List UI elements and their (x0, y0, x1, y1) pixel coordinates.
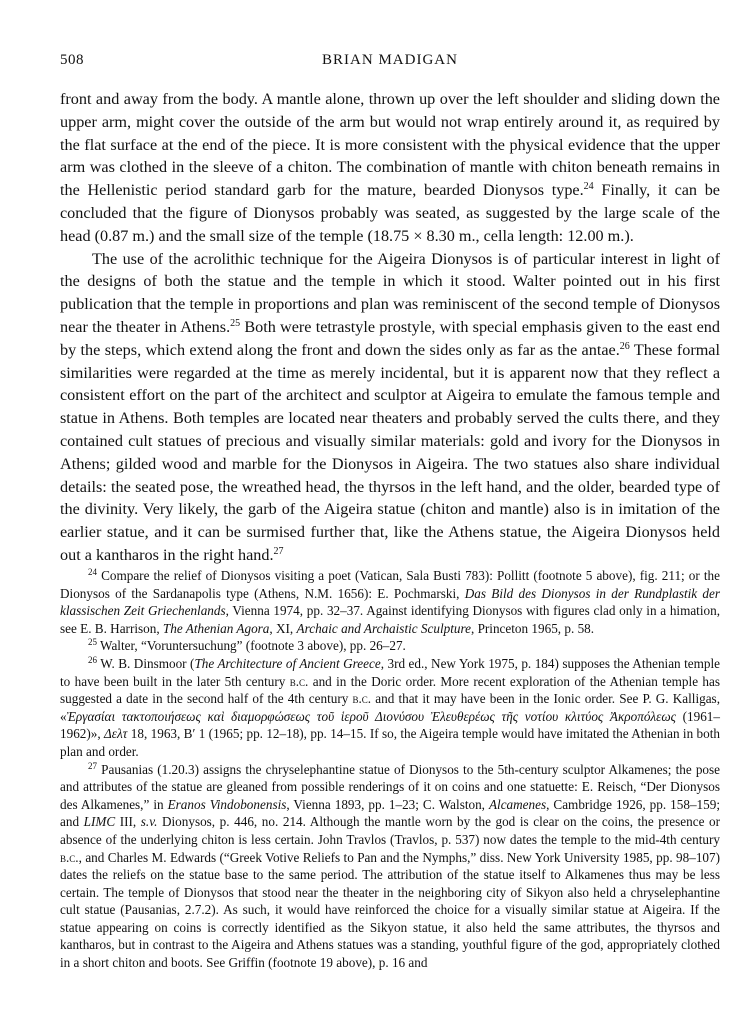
footnote-26: $^{26}$ W. B. Dinsmoor (The Architecture of Ancient Greece, 3rd ed., New York 1975, p. 184) supposes the Athenian temple to have been built in the later 5th century b.c. and in the Doric order. More recent exploration of the Athenian temple has suggested a date in the second half of the 4th century b.c. and that it may have been in the Ionic order. See P. G. Kalligas, «Ἐργασίαι τακτοποιήσεως καὶ διαμορφώσεως τοῦ ἱεροῦ Διονύσου Ἐλευθερέως τῆς νοτίου κλιτύος Ἀκροπόλεως (1961–1962)», Δελτ 18, 1963, B′ 1 (1965; pp. 12–18), pp. 14–15. If so, the Aigeira temple would have imitated the Athenian in both plan and order. (60, 654, 721, 759)
main-text (60, 88, 720, 567)
running-head-author: BRIAN MADIGAN (322, 52, 458, 68)
footnote-ref[interactable]: 26 (619, 340, 630, 352)
paragraph: front and away from the body. A mantle alone, thrown up over the left shoulder and sliding down the upper arm, might cover the outside of the arm but would not wrap entirely around it, as required by the flat surface at the end of the piece. It is more consistent with the physical evidence that the upper arm was clothed in the sleeve of a chiton. The combination of mantle with chiton beneath remains in the Hellenistic period standard garb for the mature, bearded Dionysos type.$^{24}$ Finally, it can be concluded that the figure of Dionysos probably was seated, as suggested by the large scale of the head (0.87 m.) and the small size of the temple (18.75 × 8.30 m., cella length: 12.00 m.). (60, 90, 720, 245)
footnote-27: $^{27}$ Pausanias (1.20.3) assigns the chryselephantine statue of Dionysos to the 5th-century sculptor Alkamenes; the pose and attributes of the statue are gleaned from possible renderings of it on coins and one statuette: E. Reisch, “Der Dionysos des Alkamenes,” in Eranos Vindobonensis, Vienna 1893, pp. 1–23; C. Walston, Alcamenes, Cambridge 1926, pp. 158–159; and LIMC III, s.v. Dionysos, p. 446, no. 214. Although the mantle worn by the god is clear on the coins, the presence or absence of the underlying chiton is less certain. John Travlos (Travlos, p. 537) now dates the temple to the mid-4th century b.c., and Charles M. Edwards (“Greek Votive Reliefs to Pan and the Nymphs,” diss. New York University 1985, pp. 98–107) dates the reliefs on the statue base to the same period. The attribution of the statue itself to Alkamenes thus may be less certain. The temple of Dionysos that stood near the theater in the neighboring city of Sikyon also held a chryselephantine cult statue (Pausanias, 2.7.2). As such, it would have reinforced the choice for a visually similar statue at Aigeira. If the statue appearing on coins is correctly identified as the Sikyon statue, it also held the same attributes, the thyrsos and kantharos, but in contrast to the Aigeira and Athens statues was a standing, youthful figure of the god, appropriately clothed in a short chiton and boots. See Griffin (footnote 19 above), p. 16 and (60, 760, 720, 971)
footnote-25: $^{25}$ Walter, “Voruntersuchung” (footnote 3 above), pp. 26–27. (88, 637, 406, 654)
footnote-ref[interactable]: 27 (273, 545, 284, 557)
footnote-number: 27 (88, 760, 97, 771)
paragraph: The use of the acrolithic technique for the Aigeira Dionysos is of particular interest in light of the designs of both the statue and the temple in which it stood. Walter pointed out in his first publication that the temple in proportions and plan was reminiscent of the second temple of Dionysos near the theater in Athens.$^{25}$ Both were tetrastyle prostyle, with special emphasis given to the east end by the steps, which extend along the front and down the sides only as far as the antae.$^{26}$ These formal similarities were regarded at the time as merely incidental, but it is apparent now that they reflect a consistent effort on the part of the architect and sculptor at Aigeira to emulate the famous temple and statue in Athens. Both temples are located near theaters and probably served the cults there, and they contained cult statues of precious and visually similar materials: gold and ivory for the Dionysos in Athens; gilded wood and marble for the Dionysos in Aigeira. The two statues also share individual details: the seated pose, the wreathed head, the thyrsos in the left hand, and the older, bearded type of the divinity. Very likely, the garb of the Aigeira statue (chiton and mantle) also is in imitation of the earlier statue, and it can be surmised further that, like the Athens statue, the Aigeira Dionysos held out a kantharos in the right hand.$^{27}$ (60, 249, 720, 564)
footnotes (60, 567, 720, 972)
footnote-ref[interactable]: 25 (230, 317, 241, 329)
footnote-number: 26 (88, 654, 97, 665)
footnote-24: $^{24}$ Compare the relief of Dionysos visiting a poet (Vatican, Sala Busti 783): Pollitt (footnote 5 above), fig. 211; or the Dionysos of the Sardanapolis type (Athens, N.M. 1656): E. Pochmarski, Das Bild des Dionysos in der Rundplastik der klassischen Zeit Griechenlands, Vienna 1974, pp. 32–37. Against identifying Dionysos with figures clad only in a himation, see E. B. Harrison, The Athenian Agora, XI, Archaic and Archaistic Sculpture, Princeton 1965, p. 58. (60, 567, 720, 636)
footnote-ref[interactable]: 24 (583, 181, 594, 193)
footnote-number: 24 (88, 567, 97, 577)
footnote-number: 25 (88, 637, 97, 648)
running-head (60, 52, 720, 72)
page-number: 508 (60, 52, 84, 68)
